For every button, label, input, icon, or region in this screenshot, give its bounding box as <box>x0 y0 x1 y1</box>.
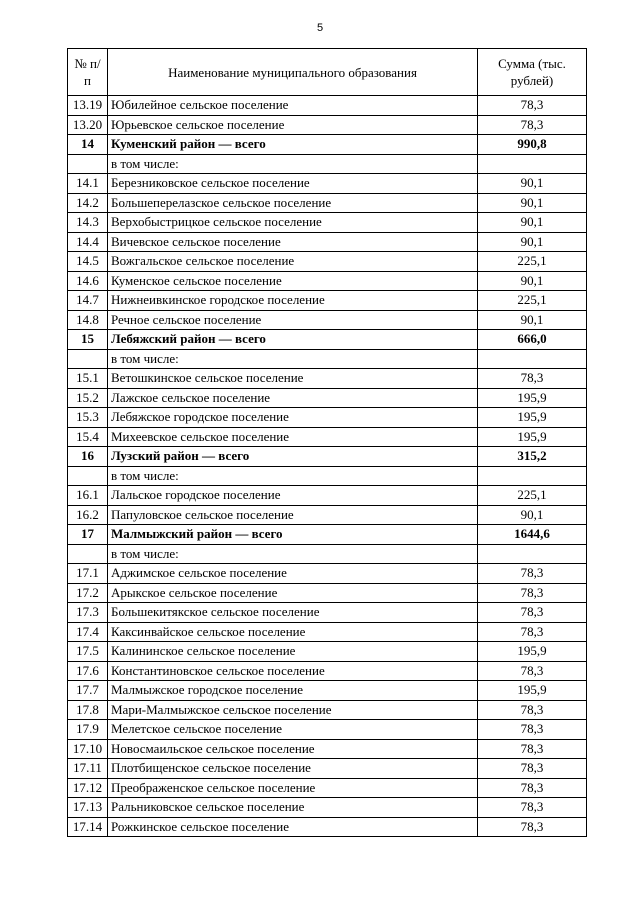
row-name: в том числе: <box>108 466 478 486</box>
row-sum: 90,1 <box>478 232 587 252</box>
row-number: 17.12 <box>68 778 108 798</box>
row-sum: 225,1 <box>478 291 587 311</box>
row-number: 17.13 <box>68 798 108 818</box>
row-number: 16.2 <box>68 505 108 525</box>
row-number: 17.5 <box>68 642 108 662</box>
row-name: Константиновское сельское поселение <box>108 661 478 681</box>
row-name: Березниковское сельское поселение <box>108 174 478 194</box>
row-number: 14.6 <box>68 271 108 291</box>
row-sum: 78,3 <box>478 661 587 681</box>
row-name: Лажское сельское поселение <box>108 388 478 408</box>
row-sum: 78,3 <box>478 603 587 623</box>
row-number: 15.2 <box>68 388 108 408</box>
row-sum: 315,2 <box>478 447 587 467</box>
row-sum: 78,3 <box>478 96 587 116</box>
row-sum: 78,3 <box>478 700 587 720</box>
row-sum: 195,9 <box>478 642 587 662</box>
row-sum: 78,3 <box>478 622 587 642</box>
row-sum: 195,9 <box>478 388 587 408</box>
table-row <box>68 505 587 525</box>
table-row <box>68 759 587 779</box>
table-row <box>68 720 587 740</box>
table-row <box>68 622 587 642</box>
table-row <box>68 213 587 233</box>
row-number: 15.3 <box>68 408 108 428</box>
row-name: Преображенское сельское поселение <box>108 778 478 798</box>
row-number: 17.8 <box>68 700 108 720</box>
row-name: Вожгальское сельское поселение <box>108 252 478 272</box>
row-sum: 195,9 <box>478 427 587 447</box>
row-sum: 78,3 <box>478 369 587 389</box>
table-row <box>68 115 587 135</box>
table-row <box>68 193 587 213</box>
row-number: 17.2 <box>68 583 108 603</box>
table-row <box>68 96 587 116</box>
row-sum: 78,3 <box>478 798 587 818</box>
row-number: 14.4 <box>68 232 108 252</box>
table-row <box>68 174 587 194</box>
row-name: Лебяжское городское поселение <box>108 408 478 428</box>
table-row <box>68 661 587 681</box>
row-name: Куменский район — всего <box>108 135 478 155</box>
row-number: 13.19 <box>68 96 108 116</box>
table-row <box>68 466 587 486</box>
row-number: 15.1 <box>68 369 108 389</box>
row-number: 17.14 <box>68 817 108 837</box>
row-name: Новосмаильское сельское поселение <box>108 739 478 759</box>
header-sum: Сумма (тыс. рублей) <box>478 49 587 96</box>
row-number: 17 <box>68 525 108 545</box>
table-row <box>68 291 587 311</box>
row-number: 16.1 <box>68 486 108 506</box>
row-sum: 90,1 <box>478 213 587 233</box>
row-sum: 78,3 <box>478 720 587 740</box>
table-row <box>68 427 587 447</box>
table-row-district-total <box>68 135 587 155</box>
row-name: Мари-Малмыжское сельское поселение <box>108 700 478 720</box>
row-name: Нижнеивкинское городское поселение <box>108 291 478 311</box>
row-number: 14.7 <box>68 291 108 311</box>
table-row <box>68 700 587 720</box>
row-sum: 78,3 <box>478 759 587 779</box>
row-sum: 195,9 <box>478 408 587 428</box>
row-sum: 90,1 <box>478 505 587 525</box>
row-name: Юбилейное сельское поселение <box>108 96 478 116</box>
row-name: Речное сельское поселение <box>108 310 478 330</box>
table-row-district-total <box>68 330 587 350</box>
table-row <box>68 154 587 174</box>
row-name: Малмыжский район — всего <box>108 525 478 545</box>
row-sum <box>478 466 587 486</box>
row-name: в том числе: <box>108 154 478 174</box>
row-name: Каксинвайское сельское поселение <box>108 622 478 642</box>
table-row <box>68 642 587 662</box>
row-sum: 90,1 <box>478 271 587 291</box>
table-row <box>68 232 587 252</box>
row-number: 17.3 <box>68 603 108 623</box>
row-sum: 78,3 <box>478 583 587 603</box>
row-number <box>68 349 108 369</box>
row-number: 17.1 <box>68 564 108 584</box>
row-sum: 78,3 <box>478 778 587 798</box>
row-name: Арыкское сельское поселение <box>108 583 478 603</box>
page-number: 5 <box>316 22 324 34</box>
row-name: Большекитякское сельское поселение <box>108 603 478 623</box>
table-row <box>68 388 587 408</box>
row-name: Верхобыстрицкое сельское поселение <box>108 213 478 233</box>
row-sum: 90,1 <box>478 193 587 213</box>
allocation-table <box>67 48 587 837</box>
row-number: 14.8 <box>68 310 108 330</box>
table-row <box>68 603 587 623</box>
table-row <box>68 310 587 330</box>
row-number: 14.2 <box>68 193 108 213</box>
row-number: 14 <box>68 135 108 155</box>
row-sum <box>478 349 587 369</box>
row-sum: 78,3 <box>478 817 587 837</box>
row-number <box>68 544 108 564</box>
row-number: 17.11 <box>68 759 108 779</box>
row-number: 17.7 <box>68 681 108 701</box>
row-sum: 195,9 <box>478 681 587 701</box>
row-name: в том числе: <box>108 544 478 564</box>
table-row <box>68 486 587 506</box>
header-name: Наименование муниципального образования <box>108 49 478 96</box>
table-row <box>68 564 587 584</box>
row-name: Малмыжское городское поселение <box>108 681 478 701</box>
header-number: № п/п <box>68 49 108 96</box>
row-name: Калининское сельское поселение <box>108 642 478 662</box>
row-name: Аджимское сельское поселение <box>108 564 478 584</box>
table-row <box>68 408 587 428</box>
row-number: 14.5 <box>68 252 108 272</box>
table-row <box>68 739 587 759</box>
table-header-row <box>68 49 587 96</box>
row-name: Лузский район — всего <box>108 447 478 467</box>
table-row-district-total <box>68 525 587 545</box>
table-row <box>68 583 587 603</box>
row-sum: 78,3 <box>478 115 587 135</box>
table-row <box>68 369 587 389</box>
row-name: Юрьевское сельское поселение <box>108 115 478 135</box>
table-row <box>68 778 587 798</box>
row-number: 14.1 <box>68 174 108 194</box>
row-name: Рожкинское сельское поселение <box>108 817 478 837</box>
table-row <box>68 681 587 701</box>
row-name: Вичевское сельское поселение <box>108 232 478 252</box>
row-name: Мелетское сельское поселение <box>108 720 478 740</box>
row-name: Лальское городское поселение <box>108 486 478 506</box>
row-number: 15 <box>68 330 108 350</box>
row-name: Лебяжский район — всего <box>108 330 478 350</box>
row-sum <box>478 544 587 564</box>
table-row <box>68 271 587 291</box>
row-sum: 1644,6 <box>478 525 587 545</box>
table-row <box>68 544 587 564</box>
table-row <box>68 349 587 369</box>
table-row <box>68 817 587 837</box>
row-number <box>68 154 108 174</box>
row-number <box>68 466 108 486</box>
table-body <box>68 96 587 837</box>
row-number: 16 <box>68 447 108 467</box>
table-row-district-total <box>68 447 587 467</box>
table-row <box>68 798 587 818</box>
row-name: в том числе: <box>108 349 478 369</box>
row-name: Папуловское сельское поселение <box>108 505 478 525</box>
row-name: Плотбищенское сельское поселение <box>108 759 478 779</box>
row-sum: 225,1 <box>478 252 587 272</box>
row-name: Ральниковское сельское поселение <box>108 798 478 818</box>
row-number: 17.4 <box>68 622 108 642</box>
row-name: Ветошкинское сельское поселение <box>108 369 478 389</box>
table-row <box>68 252 587 272</box>
row-number: 15.4 <box>68 427 108 447</box>
row-number: 14.3 <box>68 213 108 233</box>
row-name: Большеперелазское сельское поселение <box>108 193 478 213</box>
row-sum: 78,3 <box>478 564 587 584</box>
row-sum: 225,1 <box>478 486 587 506</box>
row-sum <box>478 154 587 174</box>
row-sum: 666,0 <box>478 330 587 350</box>
row-name: Михеевское сельское поселение <box>108 427 478 447</box>
row-sum: 990,8 <box>478 135 587 155</box>
row-number: 17.9 <box>68 720 108 740</box>
row-sum: 90,1 <box>478 310 587 330</box>
row-sum: 90,1 <box>478 174 587 194</box>
row-name: Куменское сельское поселение <box>108 271 478 291</box>
row-number: 17.6 <box>68 661 108 681</box>
row-number: 17.10 <box>68 739 108 759</box>
row-number: 13.20 <box>68 115 108 135</box>
row-sum: 78,3 <box>478 739 587 759</box>
